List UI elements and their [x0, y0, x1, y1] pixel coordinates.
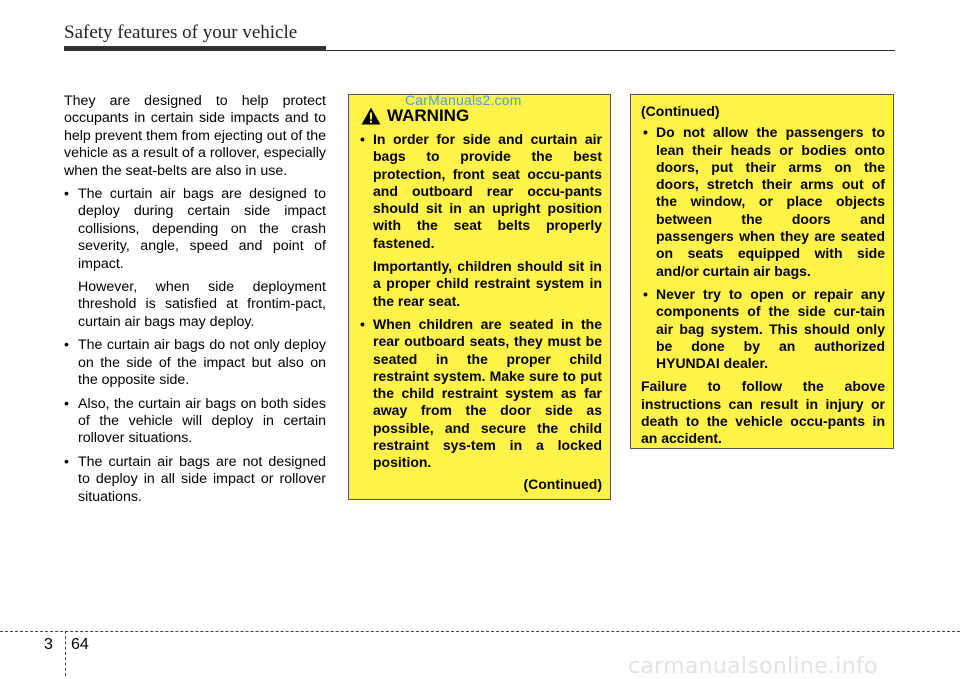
- warning-bullet-list: [358, 131, 602, 472]
- body-text-column: [64, 93, 326, 512]
- warning-heading-text: WARNING: [387, 106, 470, 126]
- list-item-text: The curtain air bags do not only deploy on the side of the impact but also on the opposite side.: [78, 337, 326, 389]
- footer-divider: [65, 631, 66, 676]
- list-item-text: Also, the curtain air bags on both sides of the vehicle will deploy in certain rollover situations.: [78, 395, 326, 447]
- list-item: [641, 286, 885, 372]
- list-item-text: In order for side and curtain air bags to provide the best protection, front seat occu-pants and outboard rear occu-pants should sit in an upright position with the seat belts properly fastened.: [373, 131, 602, 251]
- warning-box: [348, 94, 611, 500]
- chapter-number: 3: [44, 636, 53, 653]
- page-number: 64: [71, 636, 89, 653]
- watermark: CarManuals2.com: [405, 92, 522, 108]
- continued-label: (Continued): [641, 103, 720, 119]
- list-item: [64, 337, 326, 389]
- list-item-text: Do not allow the passengers to lean their heads or bodies onto doors, put their arms on the doors, stretch their arms out of the window, or place objects between the doors and passengers when they are seated on seats equipped with side and/or curtain air bags.: [656, 124, 885, 279]
- list-item: [64, 454, 326, 506]
- list-item: [358, 131, 602, 310]
- warning-triangle-icon: [361, 107, 381, 125]
- continued-label: (Continued): [523, 475, 602, 492]
- intro-paragraph: They are designed to help protect occupants in certain side impacts and to help prevent them from ejecting out of the vehicle as a result of a rollover, especially when the seat-belts are also in use.: [64, 93, 326, 179]
- left-bullet-list: [64, 186, 326, 506]
- list-item-text: The curtain air bags are not designed to deploy in all side impact or rollover situations.: [78, 453, 326, 505]
- list-item-subparagraph: Importantly, children should sit in a proper child restraint system in the rear seat.: [373, 258, 602, 309]
- list-item: [358, 316, 602, 472]
- list-item: [64, 186, 326, 331]
- warning-continued-box: [630, 94, 894, 449]
- warning-heading: [361, 107, 602, 125]
- list-item-text: Never try to open or repair any components of the side cur-tain air bag system. This should only be done by an authorized HYUNDAI dealer.: [656, 285, 885, 372]
- list-item-subparagraph: However, when side deployment threshold is satisfied at frontim-pact, curtain air bags may deploy.: [78, 279, 326, 330]
- header-rule: [64, 50, 895, 51]
- list-item: [641, 124, 885, 280]
- continued-bullet-list: [641, 124, 885, 372]
- final-warning-text: Failure to follow the above instructions can result in injury or death to the vehicle occu-pants in an accident.: [641, 378, 885, 447]
- page-header-title: Safety features of your vehicle: [64, 22, 298, 43]
- site-watermark: carmanualsonline.info: [628, 654, 878, 679]
- footer-rule: [0, 631, 960, 632]
- list-item-text: When children are seated in the rear outboard seats, they must be seated in the proper child restraint system. Make sure to put the child restraint system as far away from the door side as possible, and secure the child restraint sys-tem in a locked position.: [373, 315, 602, 471]
- list-item-text: The curtain air bags are designed to deploy during certain side impact collisions, depending on the crash severity, angle, speed and point of impact.: [78, 186, 326, 272]
- list-item: [64, 396, 326, 448]
